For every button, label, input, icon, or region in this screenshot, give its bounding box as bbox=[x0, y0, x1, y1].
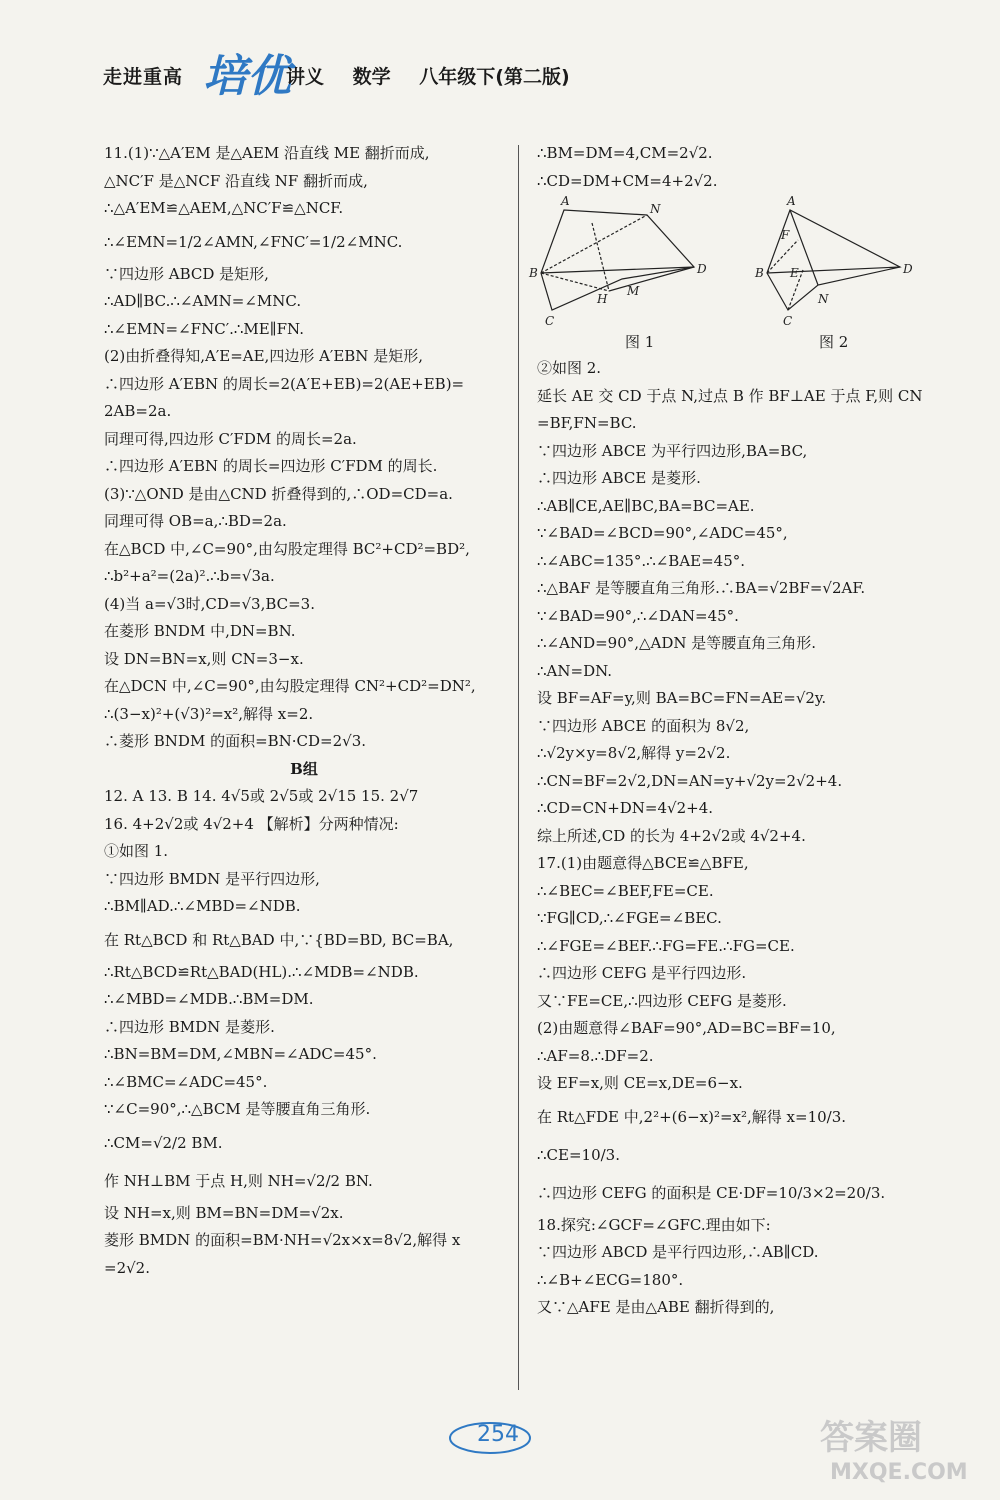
figure-2 bbox=[754, 194, 913, 328]
fig2-label: A bbox=[787, 194, 796, 208]
text-line: ∵四边形 ABCE 的面积为 8√2, bbox=[537, 716, 750, 735]
figure-1-caption: 图 1 bbox=[625, 333, 655, 351]
fig1-segment bbox=[541, 273, 609, 291]
text-line: ②如图 2. bbox=[537, 359, 602, 377]
book-grade: 八年级下(第二版) bbox=[419, 66, 570, 88]
text-line: (2)由题意得∠BAF=90°,AD=BC=BF=10, bbox=[537, 1019, 836, 1037]
text-line: ∴∠FGE=∠BEF.∴FG=FE.∴FG=CE. bbox=[537, 936, 795, 955]
fig1-label: A bbox=[561, 194, 570, 208]
text-line: ∴∠ABC=135°.∴∠BAE=45°. bbox=[537, 551, 746, 570]
text-line: 在 Rt△FDE 中,2²+(6−x)²=x²,解得 x=10/3. bbox=[537, 1107, 847, 1126]
text-line: ∴(3−x)²+(√3)²=x²,解得 x=2. bbox=[104, 704, 314, 723]
text-line: ∴CM=√2/2 BM. bbox=[104, 1133, 223, 1152]
watermark-url: MXQE.COM bbox=[830, 1460, 968, 1485]
text-line: ∴AD∥BC.∴∠AMN=∠MNC. bbox=[104, 292, 302, 310]
text-line: △NC′F 是△NCF 沿直线 NF 翻折而成, bbox=[104, 171, 368, 190]
text-line: ∴BM=DM=4,CM=2√2. bbox=[537, 144, 713, 162]
text-line: =BF,FN=BC. bbox=[537, 414, 637, 432]
text-line: ∴∠MBD=∠MDB.∴BM=DM. bbox=[104, 990, 314, 1008]
text-line: ∴∠BMC=∠ADC=45°. bbox=[104, 1072, 268, 1091]
text-line: 11.(1)∵△A′EM 是△AEM 沿直线 ME 翻折而成, bbox=[104, 144, 430, 162]
text-line: 又∵△AFE 是由△ABE 翻折得到的, bbox=[537, 1298, 775, 1316]
text-line: 2AB=2a. bbox=[104, 402, 172, 420]
text-line: (2)由折叠得知,A′E=AE,四边形 A′EBN 是矩形, bbox=[104, 347, 423, 365]
text-line: ∴四边形 ABCE 是菱形. bbox=[537, 469, 701, 487]
text-line: 在 Rt△BCD 和 Rt△BAD 中,∵{BD=BD, BC=BA, bbox=[104, 930, 454, 949]
fig2-label: B bbox=[755, 266, 764, 280]
text-line: ∴∠AND=90°,△ADN 是等腰直角三角形. bbox=[537, 634, 817, 652]
text-line: (3)∵△OND 是由△CND 折叠得到的,∴OD=CD=a. bbox=[104, 484, 453, 503]
watermark-logo: 答案圈 bbox=[820, 1418, 922, 1458]
text-line: ∵∠BAD=90°,∴∠DAN=45°. bbox=[537, 606, 739, 625]
text-line: 在△DCN 中,∠C=90°,由勾股定理得 CN²+CD²=DN², bbox=[104, 677, 476, 695]
page-number: 254 bbox=[477, 1422, 519, 1447]
text-line: ∴BN=BM=DM,∠MBN=∠ADC=45°. bbox=[104, 1045, 377, 1063]
fig2-label: D bbox=[903, 262, 913, 276]
figure-1 bbox=[528, 194, 707, 328]
fig1-label: C bbox=[545, 314, 555, 328]
section-heading: B组 bbox=[290, 759, 318, 778]
text-line: 在△BCD 中,∠C=90°,由勾股定理得 BC²+CD²=BD², bbox=[104, 539, 470, 558]
text-line: ∴CE=10/3. bbox=[537, 1145, 620, 1164]
text-line: ∴四边形 CEFG 是平行四边形. bbox=[537, 964, 747, 982]
text-line: ∴△BAF 是等腰直角三角形.∴BA=√2BF=√2AF. bbox=[537, 579, 866, 597]
text-line: ∴b²+a²=(2a)².∴b=√3a. bbox=[104, 567, 275, 585]
fig2-label: E bbox=[790, 266, 799, 280]
text-line: 设 NH=x,则 BM=BN=DM=√2x. bbox=[104, 1203, 344, 1222]
fig2-diagonal bbox=[767, 267, 900, 273]
fig1-segment bbox=[592, 223, 609, 291]
text-line: ∵∠C=90°,∴△BCM 是等腰直角三角形. bbox=[104, 1100, 371, 1118]
text-line: ∴BM∥AD.∴∠MBD=∠NDB. bbox=[104, 897, 301, 915]
text-line: ∴四边形 CEFG 的面积是 CE·DF=10/3×2=20/3. bbox=[537, 1183, 886, 1202]
text-line: ∴AB∥CE,AE∥BC,BA=BC=AE. bbox=[537, 496, 755, 515]
text-line: ∴四边形 A′EBN 的周长=四边形 C′FDM 的周长. bbox=[104, 457, 438, 475]
book-subject-name: 数学 bbox=[352, 66, 391, 88]
column-divider bbox=[518, 145, 519, 1390]
left-column bbox=[104, 140, 504, 1282]
text-line: ∴四边形 A′EBN 的周长=2(A′E+EB)=2(AE+EB)= bbox=[104, 374, 465, 393]
book-type: 讲义 bbox=[286, 66, 325, 88]
text-line: ∵∠BAD=∠BCD=90°,∠ADC=45°, bbox=[537, 524, 788, 542]
text-line: ∴菱形 BNDM 的面积=BN·CD=2√3. bbox=[104, 732, 367, 750]
right-column bbox=[529, 140, 937, 1322]
text-line: ∴△A′EM≌△AEM,△NC′F≌△NCF. bbox=[104, 199, 344, 217]
text-line: 18.探究:∠GCF=∠GFC.理由如下: bbox=[537, 1215, 771, 1234]
fig1-label: H bbox=[597, 292, 608, 306]
fig1-label: B bbox=[529, 266, 538, 280]
text-line: ∵四边形 ABCD 是平行四边形,∴AB∥CD. bbox=[537, 1243, 819, 1261]
text-line: 设 EF=x,则 CE=x,DE=6−x. bbox=[537, 1074, 743, 1092]
text-line: ∴AN=DN. bbox=[537, 661, 613, 680]
fig1-label: M bbox=[627, 284, 640, 298]
text-line: ∴∠BEC=∠BEF,FE=CE. bbox=[537, 881, 714, 900]
text-line: 12. A 13. B 14. 4√5或 2√5或 2√15 15. 2√7 bbox=[104, 787, 419, 805]
fig2-label: F bbox=[781, 228, 790, 242]
text-line: ∴CD=DM+CM=4+2√2. bbox=[537, 171, 718, 190]
text-line: 同理可得 OB=a,∴BD=2a. bbox=[104, 512, 287, 530]
text-line: ∴Rt△BCD≌Rt△BAD(HL).∴∠MDB=∠NDB. bbox=[104, 962, 419, 981]
text-line: ∴CD=CN+DN=4√2+4. bbox=[537, 799, 714, 817]
text-line: 17.(1)由题意得△BCE≌△BFE, bbox=[537, 854, 749, 872]
page-footer bbox=[455, 1418, 565, 1462]
fig2-label: C bbox=[783, 314, 793, 328]
text-line: ∵四边形 BMDN 是平行四边形, bbox=[104, 869, 320, 888]
geometry-figures bbox=[529, 194, 937, 355]
text-line: 菱形 BMDN 的面积=BM·NH=√2x×x=8√2,解得 x bbox=[104, 1231, 461, 1249]
figure-2-caption: 图 2 bbox=[819, 333, 849, 351]
page-header bbox=[103, 40, 703, 110]
series-title: 走进重高 bbox=[103, 66, 184, 88]
fig1-segment bbox=[541, 215, 647, 273]
text-line: ∴∠EMN=1/2∠AMN,∠FNC′=1/2∠MNC. bbox=[104, 232, 403, 251]
text-line: ∴∠B+∠ECG=180°. bbox=[537, 1270, 684, 1289]
text-line: ∴AF=8.∴DF=2. bbox=[537, 1046, 654, 1065]
text-line: ∵四边形 ABCD 是矩形, bbox=[104, 264, 269, 283]
text-line: 又∵FE=CE,∴四边形 CEFG 是菱形. bbox=[537, 991, 787, 1010]
text-line: 作 NH⊥BM 于点 H,则 NH=√2/2 BN. bbox=[104, 1171, 373, 1190]
book-subject bbox=[286, 62, 592, 89]
fig2-label: N bbox=[818, 292, 829, 306]
text-line: ∴四边形 BMDN 是菱形. bbox=[104, 1017, 275, 1036]
text-line: 延长 AE 交 CD 于点 N,过点 B 作 BF⊥AE 于点 F,则 CN bbox=[537, 386, 923, 405]
text-line: 在菱形 BNDM 中,DN=BN. bbox=[104, 622, 296, 640]
brand-logo: 培优 bbox=[203, 51, 291, 102]
text-line: (4)当 a=√3时,CD=√3,BC=3. bbox=[104, 594, 315, 613]
text-line: 设 DN=BN=x,则 CN=3−x. bbox=[104, 649, 304, 668]
fig1-label: N bbox=[650, 202, 661, 216]
text-line: ①如图 1. bbox=[104, 842, 169, 860]
text-line: 综上所述,CD 的长为 4+2√2或 4√2+4. bbox=[537, 826, 806, 845]
text-line: 设 BF=AF=y,则 BA=BC=FN=AE=√2y. bbox=[537, 689, 827, 707]
text-line: 同理可得,四边形 C′FDM 的周长=2a. bbox=[104, 429, 357, 448]
fig1-diagonal bbox=[541, 267, 694, 273]
text-line: ∴∠EMN=∠FNC′.∴ME∥FN. bbox=[104, 319, 304, 338]
text-line: ∵FG∥CD,∴∠FGE=∠BEC. bbox=[537, 909, 722, 927]
text-line: =2√2. bbox=[104, 1258, 150, 1277]
text-line: 16. 4+2√2或 4√2+4 【解析】分两种情况: bbox=[104, 814, 399, 833]
text-line: ∴CN=BF=2√2,DN=AN=y+√2y=2√2+4. bbox=[537, 771, 843, 790]
fig1-label: D bbox=[697, 262, 707, 276]
text-line: ∵四边形 ABCE 为平行四边形,BA=BC, bbox=[537, 441, 808, 460]
text-line: ∴√2y×y=8√2,解得 y=2√2. bbox=[537, 744, 731, 762]
figure-area bbox=[529, 194, 937, 355]
fig2-kite bbox=[767, 210, 900, 310]
